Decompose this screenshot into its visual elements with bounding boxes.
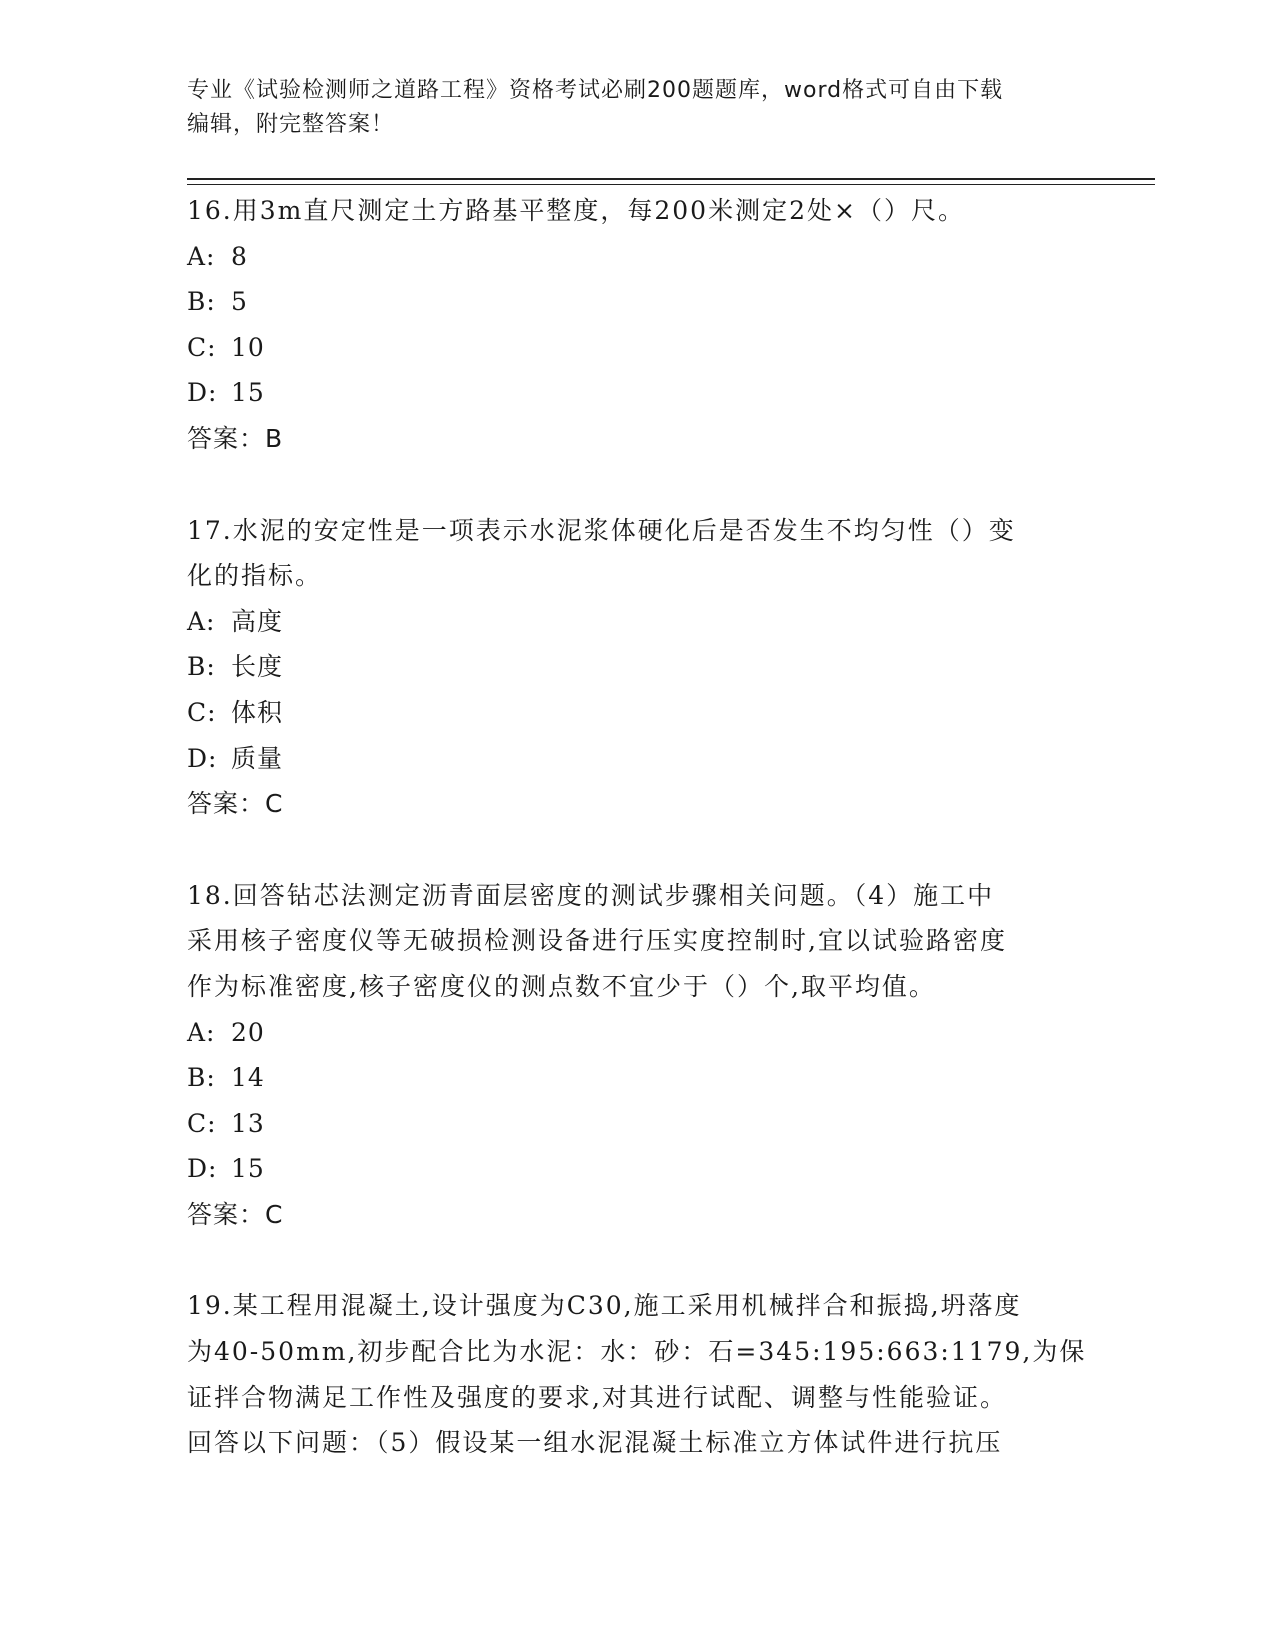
answer-option [187,644,1087,690]
option-text: 15 [231,1154,265,1184]
option-text: 8 [231,241,248,271]
option-text: 10 [231,332,265,362]
option-text: 高度 [231,606,284,636]
answer-option [187,1010,1087,1056]
option-text: 5 [231,287,248,317]
option-letter: C: [187,697,217,727]
question-stem-line: 19.某工程用混凝土,设计强度为C30,施工采用机械拌合和振捣,坍落度 [187,1291,1022,1321]
option-letter: D: [187,1154,218,1184]
option-letter: B: [187,652,216,682]
answer-option [187,1055,1087,1101]
option-letter: A: [187,606,216,636]
question-stem-line: 16.用3m直尺测定土方路基平整度，每200米测定2处×（）尺。 [187,196,965,225]
answer-option [187,234,1087,280]
question-stem-line: 化的指标。 [187,561,323,591]
question-stem-line: 18.回答钻芯法测定沥青面层密度的测试步骤相关问题。（4）施工中 [187,880,995,910]
question-stem-line: 采用核子密度仪等无破损检测设备进行压实度控制时,宜以试验路密度 [187,926,1007,956]
question-stem-line: 回答以下问题：（5）假设某一组水泥混凝土标准立方体试件进行抗压 [187,1428,1003,1458]
answer-option [187,325,1087,371]
question-stem-line: 作为标准密度,核子密度仪的测点数不宜少于（）个,取平均值。 [187,971,936,1001]
answer-option [187,370,1087,416]
option-text: 长度 [231,652,284,682]
option-text: 15 [231,378,265,408]
answer-key: 答案：B [187,423,284,453]
option-letter: A: [187,1017,216,1047]
answer-key: 答案：C [187,1199,284,1229]
header-line-1: 专业《试验检测师之道路工程》资格考试必刷200题题库，word格式可自由下载 [187,78,1004,103]
question-list [187,188,1087,1512]
answer-option [187,736,1087,782]
answer-option [187,690,1087,736]
option-letter: D: [187,378,218,408]
option-text: 20 [231,1017,265,1047]
question-block [187,1283,1087,1465]
option-letter: A: [187,241,216,271]
answer-option [187,279,1087,325]
header-line-2: 编辑，附完整答案！ [187,112,395,137]
option-letter: D: [187,743,218,773]
question-stem-line: 证拌合物满足工作性及强度的要求,对其进行试配、调整与性能验证。 [187,1382,1007,1412]
option-text: 体积 [231,697,284,727]
question-block [187,508,1087,827]
option-text: 13 [231,1108,265,1138]
answer-option [187,1146,1087,1192]
option-letter: C: [187,1108,217,1138]
question-block [187,188,1087,462]
option-letter: B: [187,1063,216,1093]
question-block [187,873,1087,1238]
question-stem-line: 17.水泥的安定性是一项表示水泥浆体硬化后是否发生不均匀性（）变 [187,515,1016,545]
question-stem-line: 为40-50mm,初步配合比为水泥：水：砂：石=345:195:663:1179,为保 [187,1337,1087,1367]
answer-option [187,1101,1087,1147]
header-divider-thin [187,184,1155,185]
header-divider-thick [187,178,1155,180]
option-letter: B: [187,287,216,317]
document-header [187,74,1067,142]
option-text: 14 [231,1063,265,1093]
option-text: 质量 [231,743,284,773]
answer-option [187,599,1087,645]
option-letter: C: [187,332,217,362]
answer-key: 答案：C [187,789,284,819]
